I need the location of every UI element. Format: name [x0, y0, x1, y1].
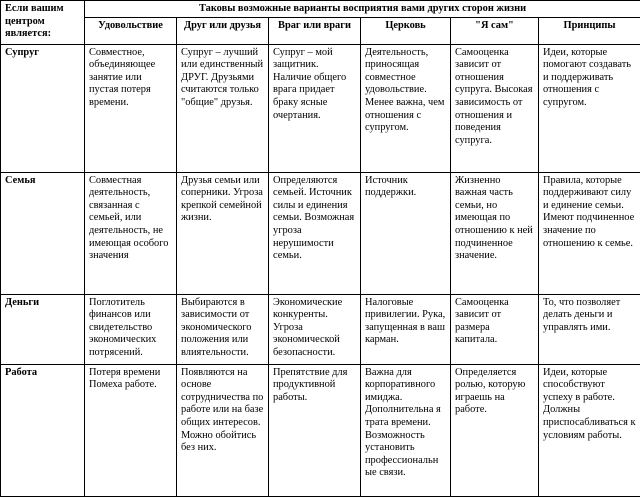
- table-cell: Совместная деятельность, связанная с семьей, или деятельность, не имеющая особого значения: [85, 172, 177, 294]
- corner-header: Если вашим центром является:: [1, 1, 85, 45]
- table-cell: Препятствие для продуктивной работы.: [269, 364, 361, 496]
- table-row-family: [1, 172, 640, 294]
- table-cell: Идеи, которые способствуют успеху в работе. Должны приспосабливаться к условиям работы.: [539, 364, 640, 496]
- table-cell: Важна для корпоративного имиджа. Дополнительна я трата времени. Возможность установить профессиональн ые связи.: [361, 364, 451, 496]
- table-cell: Идеи, которые помогают создавать и поддерживать отношения с супругом.: [539, 44, 640, 172]
- table-cell: То, что позволяет делать деньги и управлять ими.: [539, 294, 640, 364]
- table-cell: Источник поддержки.: [361, 172, 451, 294]
- table-cell: Поглотитель финансов или свидетельство экономических потрясений.: [85, 294, 177, 364]
- table-cell: Деятельность, приносящая совместное удовольствие. Менее важна, чем отношения с супругом.: [361, 44, 451, 172]
- table-row-spouse: [1, 44, 640, 172]
- table-cell: Супруг – лучший или единственный ДРУГ. Друзьями считаются только "общие" друзья.: [177, 44, 269, 172]
- row-label-family: Семья: [1, 172, 85, 294]
- row-label-money: Деньги: [1, 294, 85, 364]
- table-cell: Определяются семьей. Источник силы и единения семьи. Возможная угроза нерушимости семьи.: [269, 172, 361, 294]
- table-cell: Появляются на основе сотрудничества по работе или на базе общих интересов. Можно обойтись без них.: [177, 364, 269, 496]
- table-row-work: [1, 364, 640, 496]
- super-header: Таковы возможные варианты восприятия вами других сторон жизни: [85, 1, 640, 18]
- table-cell: Супруг – мой защитник. Наличие общего врага придает браку ясные очертания.: [269, 44, 361, 172]
- column-header-enemies: Враг или враги: [269, 17, 361, 44]
- table-cell: Самооценка зависит от размера капитала.: [451, 294, 539, 364]
- table-row-money: [1, 294, 640, 364]
- column-header-pleasure: Удовольствие: [85, 17, 177, 44]
- column-header-self: "Я сам": [451, 17, 539, 44]
- table-cell: Совместное, объединяющее занятие или пустая потеря времени.: [85, 44, 177, 172]
- table-cell: Правила, которые поддерживают силу и единение семьи. Имеют подчиненное значение по отношению к семье.: [539, 172, 640, 294]
- column-header-principles: Принципы: [539, 17, 640, 44]
- column-header-friends: Друг или друзья: [177, 17, 269, 44]
- table-cell: Самооценка зависит от отношения супруга. Высокая зависимость от отношения и поведения супруга.: [451, 44, 539, 172]
- row-label-work: Работа: [1, 364, 85, 496]
- table-cell: Выбираются в зависимости от экономического положения или влиятельности.: [177, 294, 269, 364]
- table-cell: Друзья семьи или соперники. Угроза крепкой семейной жизни.: [177, 172, 269, 294]
- table-cell: Потеря времени Помеха работе.: [85, 364, 177, 496]
- table-cell: Экономические конкуренты. Угроза экономической безопасности.: [269, 294, 361, 364]
- table-cell: Определяется ролью, которую играешь на работе.: [451, 364, 539, 496]
- column-header-church: Церковь: [361, 17, 451, 44]
- table-cell: Налоговые привилегии. Рука, запущенная в ваш карман.: [361, 294, 451, 364]
- row-label-spouse: Супруг: [1, 44, 85, 172]
- table-cell: Жизненно важная часть семьи, но имеющая по отношению к ней подчиненное значение.: [451, 172, 539, 294]
